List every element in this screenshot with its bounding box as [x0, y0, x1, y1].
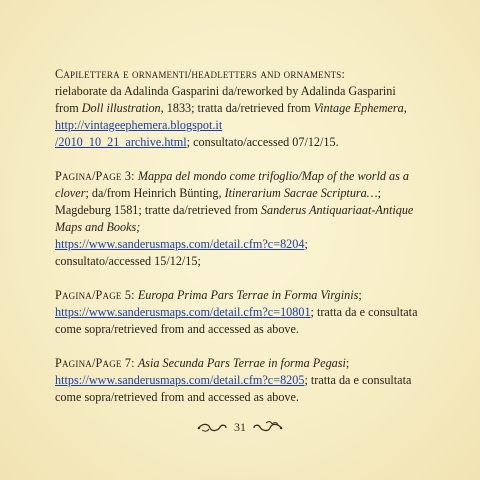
- flourish-ornament-left-icon: [196, 419, 228, 435]
- entry-text: ;: [304, 237, 308, 251]
- credit-entry-page-7: [55, 355, 435, 406]
- entry-text: ; consultato/accessed 07/12/15.: [186, 135, 339, 149]
- page-number: 31: [234, 419, 246, 434]
- entry-source-title: Doll illustration: [81, 101, 161, 115]
- page-footer: [0, 419, 480, 435]
- entry-text: ; Magdeburg 1581; tratte da/retrieved from: [55, 186, 381, 217]
- entry-text: ; tratta da e consultata come sopra/retrieved from and accessed as above.: [55, 373, 412, 404]
- entry-text: ; tratta da e consultata come sopra/retrieved from and accessed as above.: [55, 305, 418, 336]
- credit-entry-page-3: [55, 168, 435, 270]
- entry-heading: Capilettera e ornamenti/headletters and ornaments:: [55, 67, 346, 81]
- source-link[interactable]: https://www.sanderusmaps.com/detail.cfm?c=10801: [55, 305, 311, 319]
- entry-heading: Pagina/Page 7:: [55, 356, 135, 370]
- entry-map-title: Mappa del mondo come trifoglio/Map of the world as a clover: [55, 169, 409, 200]
- entry-heading: Pagina/Page 3:: [55, 169, 135, 183]
- entry-text: ;: [345, 356, 350, 370]
- source-link[interactable]: http://vintageephemera.blogspot.it: [55, 118, 223, 132]
- entry-source-title: Vintage Ephemera: [313, 101, 404, 115]
- credits-block: [55, 66, 435, 423]
- source-link[interactable]: https://www.sanderusmaps.com/detail.cfm?c=8205: [55, 373, 305, 387]
- entry-source-title: Sanderus Antiquariaat-Antique Maps and Books;: [55, 203, 414, 234]
- source-link[interactable]: /2010_10_21_archive.html: [55, 135, 187, 149]
- credit-entry-page-5: [55, 287, 435, 338]
- entry-text: ; da/from Heinrich Bünting,: [85, 186, 225, 200]
- entry-text: ;: [358, 288, 362, 302]
- flourish-ornament-right-icon: [252, 419, 284, 435]
- entry-text: from: [55, 101, 82, 115]
- entry-heading: Pagina/Page 5:: [55, 288, 135, 302]
- entry-text: ,: [403, 101, 407, 115]
- source-link[interactable]: https://www.sanderusmaps.com/detail.cfm?c=8204: [55, 237, 305, 251]
- entry-text: , 1833; tratta da/retrieved from: [160, 101, 314, 115]
- entry-map-title: Asia Secunda Pars Terrae in forma Pegasi: [137, 356, 346, 370]
- entry-text: consultato/accessed 15/12/15;: [55, 254, 201, 268]
- entry-source-title: Itinerarium Sacrae Scriptura…: [224, 186, 378, 200]
- credit-entry-ornaments: [55, 66, 435, 151]
- entry-map-title: Europa Prima Pars Terrae in Forma Virginis: [137, 288, 359, 302]
- entry-text: rielaborate da Adalinda Gasparini da/reworked by Adalinda Gasparini: [55, 84, 396, 98]
